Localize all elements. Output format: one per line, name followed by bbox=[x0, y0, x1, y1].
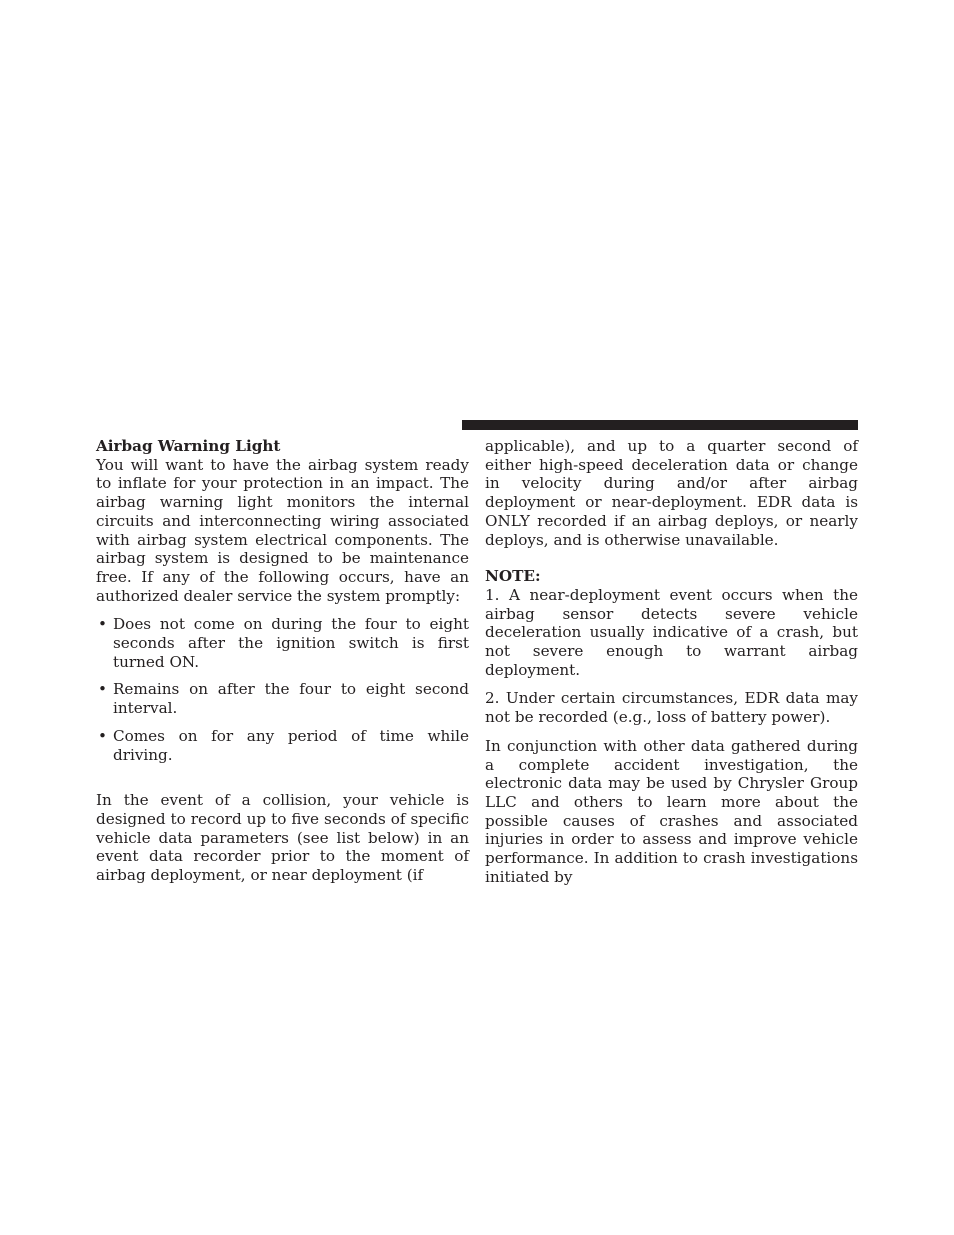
bullet-icon: • bbox=[98, 680, 107, 699]
bullet-icon: • bbox=[98, 726, 107, 745]
list-item bbox=[96, 615, 469, 671]
left-column bbox=[96, 437, 469, 885]
list-item-text: Remains on after the four to eight second interval. bbox=[113, 680, 469, 718]
section-header-bar bbox=[462, 420, 858, 430]
intro-paragraph: You will want to have the airbag system ready to inflate for your protection in an impact. The airbag warning light monitors the internal circuits and interconnecting wiring associated with airbag system electrical components. The airbag system is designed to be maintenance free. If any of the following occurs, have an authorized dealer service the system promptly: bbox=[96, 455, 469, 605]
note-item-2: 2. Under certain circumstances, EDR data may not be recorded (e.g., loss of battery power). bbox=[485, 689, 858, 727]
list-item bbox=[96, 680, 469, 717]
list-item-text: Comes on for any period of time while driving. bbox=[113, 726, 469, 764]
note-item-1: 1. A near-deployment event occurs when the airbag sensor detects severe vehicle deceleration usually indicative of a crash, but not severe enough to warrant airbag deployment. bbox=[485, 585, 858, 679]
symptom-list bbox=[96, 615, 469, 764]
continuation-paragraph: applicable), and up to a quarter second of either high-speed deceleration data or change in velocity during and/or after airbag deployment or near-deployment. EDR data is ONLY recorded if an airbag deploys, or nearly deploys, and is otherwise unavailable. bbox=[485, 437, 858, 549]
note-label: NOTE: bbox=[485, 567, 541, 586]
bullet-icon: • bbox=[98, 615, 107, 634]
list-item bbox=[96, 727, 469, 764]
section-heading: Airbag Warning Light bbox=[96, 437, 281, 455]
right-column bbox=[485, 437, 858, 886]
list-item-text: Does not come on during the four to eight seconds after the ignition switch is first turned ON. bbox=[113, 615, 469, 671]
edr-paragraph: In the event of a collision, your vehicle is designed to record up to five seconds of specific vehicle data parameters (see list below) in an event data recorder prior to the moment of airbag deployment, or near deployment (if bbox=[96, 791, 469, 885]
conjunction-paragraph: In conjunction with other data gathered during a complete accident investigation, the electronic data may be used by Chrysler Group LLC and others to learn more about the possible causes of crashes and associated injuries in order to assess and improve vehicle performance. In addition to crash investigations initiated by bbox=[485, 736, 858, 886]
